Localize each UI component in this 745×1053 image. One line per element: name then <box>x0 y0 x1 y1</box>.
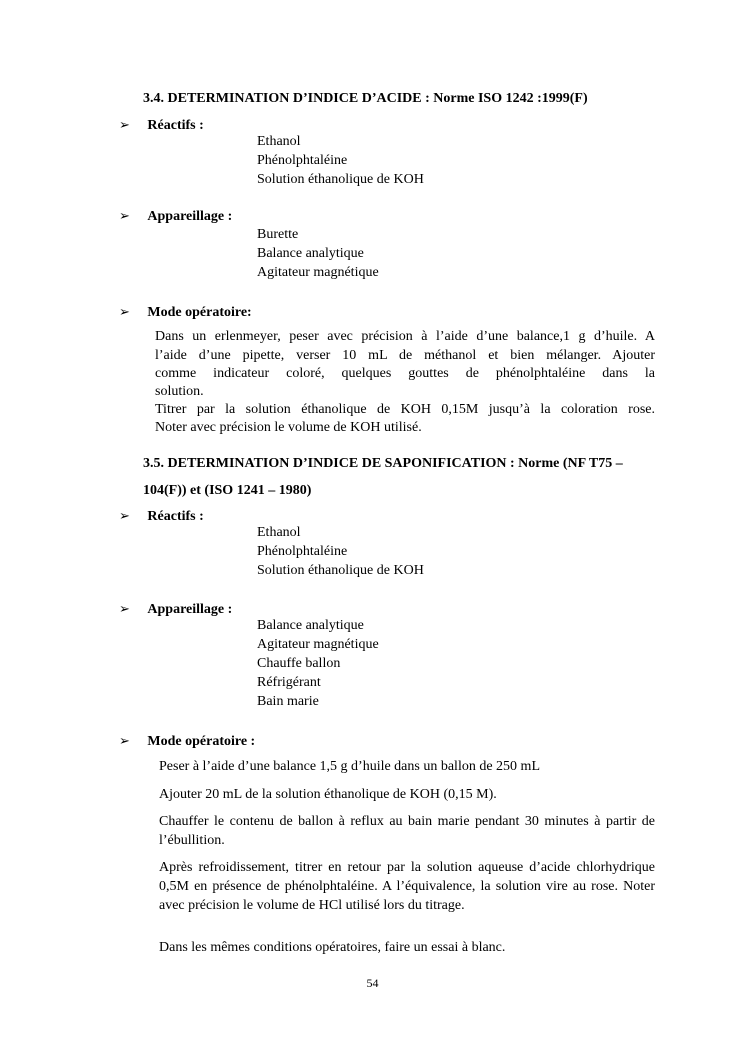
list-item: Balance analytique <box>257 246 364 261</box>
appareillage-heading-35 <box>119 599 232 619</box>
mode-line: Noter avec précision le volume de KOH utilisé. <box>155 420 422 435</box>
list-item: Ethanol <box>257 525 301 540</box>
section-35-title-line1: 3.5. DETERMINATION D’INDICE DE SAPONIFICATION : Norme (NF T75 – <box>143 456 623 471</box>
arrow-bullet-icon: ➢ <box>119 304 130 319</box>
arrow-bullet-icon: ➢ <box>119 208 130 223</box>
section-34-title: 3.4. DETERMINATION D’INDICE D’ACIDE : Norme ISO 1242 :1999(F) <box>143 91 588 106</box>
list-item: Phénolphtaléine <box>257 153 348 168</box>
reactifs-label: Réactifs : <box>147 118 204 133</box>
list-item: Phénolphtaléine <box>257 544 348 559</box>
list-item: Burette <box>257 227 299 242</box>
list-item: Solution éthanolique de KOH <box>257 563 424 578</box>
reactifs-label: Réactifs : <box>147 509 204 524</box>
procedure-step: Après refroidissement, titrer en retour par la solution aqueuse d’acide chlorhydrique 0,5M en présence de phénolphtaléine. A l’équivalence, la solution vire au rose. Noter avec précision le volume de HCl utilisé lors du titrage. <box>159 860 655 913</box>
procedure-step: Peser à l’aide d’une balance 1,5 g d’huile dans un ballon de 250 mL <box>159 759 540 774</box>
list-item: Agitateur magnétique <box>257 265 379 280</box>
appareillage-heading-34 <box>119 206 232 226</box>
list-item: Bain marie <box>257 694 319 709</box>
procedure-step: Dans les mêmes conditions opératoires, faire un essai à blanc. <box>159 940 506 955</box>
mode-line: Dans un erlenmeyer, peser avec précision à l’aide d’une balance,1 g d’huile. A <box>155 329 655 344</box>
list-item: Balance analytique <box>257 618 364 633</box>
arrow-bullet-icon: ➢ <box>119 733 130 748</box>
arrow-bullet-icon: ➢ <box>119 601 130 616</box>
mode-label: Mode opératoire: <box>147 305 252 320</box>
reactifs-heading-34 <box>119 115 204 135</box>
mode-line: l’aide d’une pipette, verser 10 mL de méthanol et bien mélanger. Ajouter <box>155 348 655 363</box>
procedure-step: Chauffer le contenu de ballon à reflux au bain marie pendant 30 minutes à partir de l’ébullition. <box>159 814 655 848</box>
appareillage-label: Appareillage : <box>147 602 233 617</box>
section-35-title-line2: 104(F)) et (ISO 1241 – 1980) <box>143 483 312 498</box>
mode-line: comme indicateur coloré, quelques gouttes de phénolphtaléine dans la <box>155 366 655 381</box>
list-item: Agitateur magnétique <box>257 637 379 652</box>
reactifs-heading-35 <box>119 506 204 526</box>
list-item: Ethanol <box>257 134 301 149</box>
list-item: Solution éthanolique de KOH <box>257 172 424 187</box>
page-number: 54 <box>366 976 379 990</box>
mode-heading-35 <box>119 731 255 751</box>
appareillage-label: Appareillage : <box>147 209 233 224</box>
arrow-bullet-icon: ➢ <box>119 508 130 523</box>
mode-line: Titrer par la solution éthanolique de KOH 0,15M jusqu’à la coloration rose. <box>155 402 655 417</box>
mode-heading-34 <box>119 302 252 322</box>
list-item: Chauffe ballon <box>257 656 341 671</box>
arrow-bullet-icon: ➢ <box>119 117 130 132</box>
mode-line: solution. <box>155 384 204 399</box>
procedure-step: Ajouter 20 mL de la solution éthanolique de KOH (0,15 M). <box>159 787 497 802</box>
mode-label: Mode opératoire : <box>147 734 256 749</box>
list-item: Réfrigérant <box>257 675 321 690</box>
